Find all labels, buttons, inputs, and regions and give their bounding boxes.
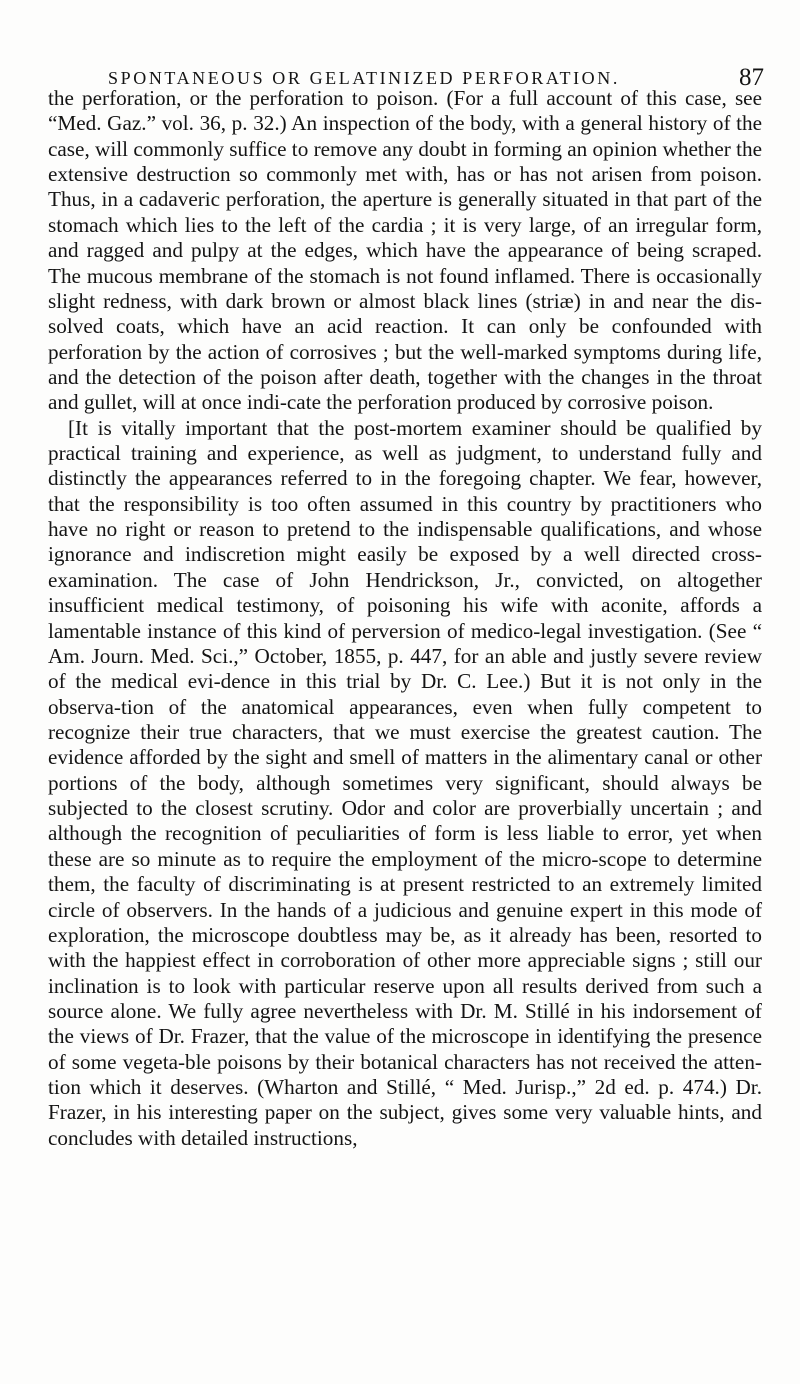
page-number: 87 [739,64,764,91]
paragraph-continued: the perforation, or the perforation to poison. (For a full account of this case, see “Med. Gaz.” vol. 36, p. 32.) An inspection of the body, with a general history of the case, will commonly suffice to remove any doubt in forming an opinion whether the extensive destruction so commonly met with, has or has not arisen from poison. Thus, in a cadaveric perforation, the aperture is generally situated in that part of the stomach which lies to the left of the cardia ; it is very large, of an irregular form, and ragged and pulpy at the edges, which have the appearance of being scraped. The mucous membrane of the stomach is not found inflamed. There is occasionally slight redness, with dark brown or almost black lines (striæ) in and near the dis-solved coats, which have an acid reaction. It can only be confounded with perforation by the action of corrosives ; but the well-marked symptoms during life, and the detection of the poison after death, together with the changes in the throat and gullet, will at once indi-cate the perforation produced by corrosive poison. [48,86,762,415]
running-title: SPONTANEOUS OR GELATINIZED PERFORATION. [108,68,620,88]
paragraph-editorial-note: [It is vitally important that the post-mortem examiner should be qualified by practical training and experience, as well as judgment, to understand fully and distinctly the appearances referred to in the foregoing chapter. We fear, however, that the responsibility is too often assumed in this country by practitioners who have no right or reason to pretend to the indispensable qualifications, and whose ignorance and indiscretion might easily be exposed by a well directed cross-examination. The case of John Hendrickson, Jr., convicted, on altogether insufficient medical testimony, of poisoning his wife with aconite, affords a lamentable instance of this kind of perversion of medico-legal investigation. (See “ Am. Journ. Med. Sci.,” October, 1855, p. 447, for an able and justly severe review of the medical evi-dence in this trial by Dr. C. Lee.) But it is not only in the observa-tion of the anatomical appearances, even when fully competent to recognize their true characters, that we must exercise the greatest caution. The evidence afforded by the sight and smell of matters in the alimentary canal or other portions of the body, although sometimes very significant, should always be subjected to the closest scrutiny. Odor and color are proverbially uncertain ; and although the recognition of peculiarities of form is less liable to error, yet when these are so minute as to require the employment of the micro-scope to determine them, the faculty of discriminating is at present restricted to an extremely limited circle of observers. In the hands of a judicious and genuine expert in this mode of exploration, the microscope doubtless may be, as it already has been, resorted to with the happiest effect in corroboration of other more appreciable signs ; still our inclination is to look with particular reserve upon all results derived from such a source alone. We fully agree nevertheless with Dr. M. Stillé in his indorsement of the views of Dr. Frazer, that the value of the microscope in identifying the presence of some vegeta-ble poisons by their botanical characters has not received the atten-tion which it deserves. (Wharton and Stillé, “ Med. Jurisp.,” 2d ed. p. 474.) Dr. Frazer, in his interesting paper on the subject, gives some very valuable hints, and concludes with detailed instructions, [48,415,762,1150]
body-text [48,86,762,1151]
